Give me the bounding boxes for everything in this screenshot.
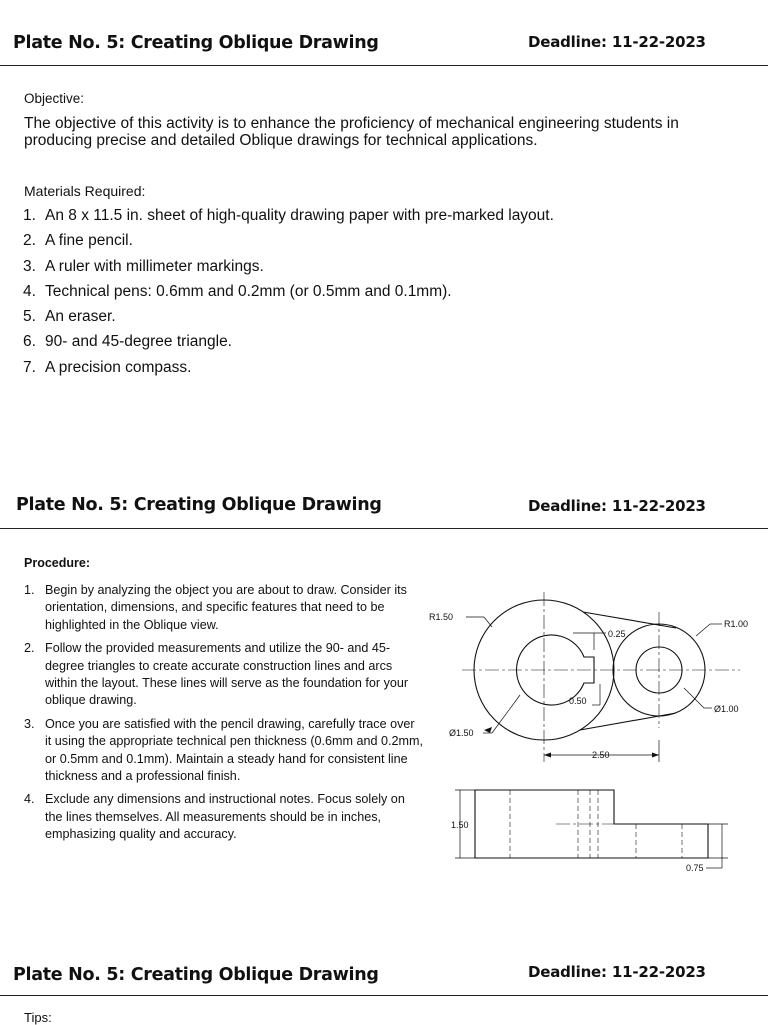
label-050: 0.50 [569,696,587,706]
item-text: A ruler with millimeter markings. [45,257,264,275]
step-text: Follow the provided measurements and utilize the 90- and 45-degree triangles to create accurate construction lines and arcs within the layout. These lines will serve as the foundation for your oblique drawing. [45,641,409,708]
label-025: 0.25 [608,629,626,639]
leader-dia150-angle [492,695,520,733]
item-number: 7. [23,358,36,376]
step-number: 2. [24,641,35,656]
deadline: Deadline: 11-22-2023 [528,497,706,515]
item-text: An eraser. [45,308,116,326]
label-dia150: Ø1.50 [449,728,474,738]
label-150: 1.50 [451,820,469,830]
objective-heading: Objective: [24,91,85,106]
header-rule [0,995,768,996]
item-text: 90- and 45-degree triangle. [45,333,232,351]
deadline: Deadline: 11-22-2023 [528,33,706,51]
plate-title: Plate No. 5: Creating Oblique Drawing [16,495,382,515]
tangent-line-top [583,612,676,628]
plate-title: Plate No. 5: Creating Oblique Drawing [13,33,379,53]
leader-r100-angle [696,624,710,636]
label-075: 0.75 [686,863,704,873]
materials-heading: Materials Required: [24,183,146,199]
label-dia100: Ø1.00 [714,704,739,714]
step-number: 4. [24,792,35,807]
item-number: 6. [23,333,36,351]
item-number: 3. [23,257,36,275]
tips-heading: Tips: [24,1010,52,1025]
item-text: A precision compass. [45,358,192,376]
label-250: 2.50 [592,750,610,760]
label-r100: R1.00 [724,619,749,629]
step-text: Exclude any dimensions and instructional notes. Focus solely on the lines themselves. All measurements should be in inches, emphasizing quality and accuracy. [45,792,405,842]
label-r150: R1.50 [429,612,454,622]
step-number: 3. [24,716,35,731]
plate-title: Plate No. 5: Creating Oblique Drawing [13,965,379,985]
item-number: 2. [23,232,36,250]
deadline: Deadline: 11-22-2023 [528,963,706,981]
procedure-heading: Procedure: [24,556,90,570]
leader-r150-angle [484,617,492,627]
arrowhead [484,727,492,733]
arrowhead [544,753,551,758]
item-text: A fine pencil. [45,232,133,250]
step-text: Once you are satisfied with the pencil drawing, carefully trace over it using the appropriate technical pen thickness (0.6mm and 0.2mm, or 0.5mm and 0.1mm). Maintain a steady hand for consistent line thickness and a professional finish. [45,716,424,784]
item-number: 4. [23,282,36,300]
item-number: 5. [23,308,36,326]
step-number: 1. [24,583,35,597]
item-text: Technical pens: 0.6mm and 0.2mm (or 0.5mm and 0.1mm). [45,282,452,300]
leader-dia100-angle [684,688,704,708]
item-number: 1. [23,207,36,224]
step-text: Begin by analyzing the object you are about to draw. Consider its orientation, dimensions, and specific features that need to be highlighted in the Oblique view. [45,583,407,632]
objective-text: The objective of this activity is to enhance the proficiency of mechanical engineering students in producing precise and detailed Oblique drawings for technical applications. [24,115,679,149]
item-text: An 8 x 11.5 in. sheet of high-quality drawing paper with pre-marked layout. [45,207,554,224]
arrowhead [652,753,659,758]
tangent-line-bottom [580,713,676,730]
